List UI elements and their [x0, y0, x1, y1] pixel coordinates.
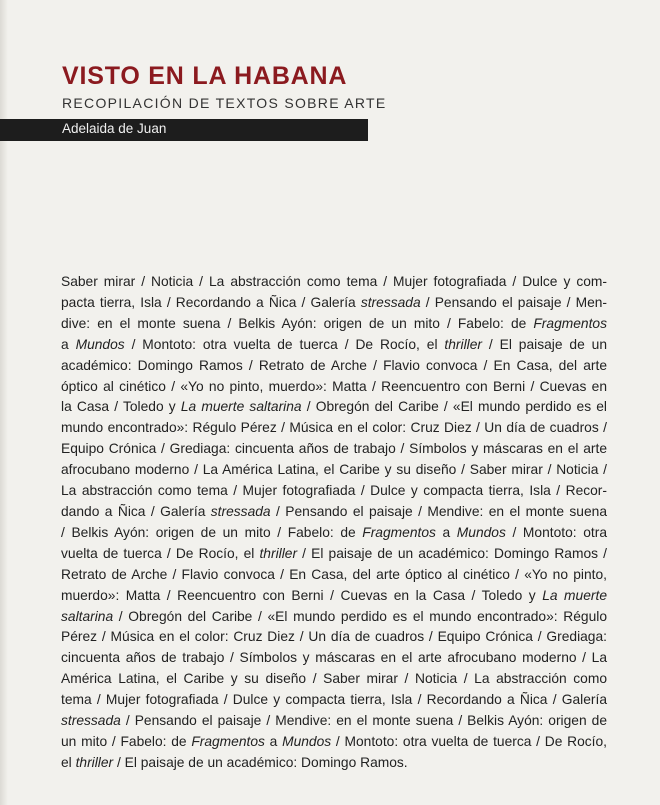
- text-segment: La abstracción como tema / Mujer fotografiada / Dulce y compacta tierra, Isla / Recor-: [61, 483, 607, 499]
- text-line: [61, 627, 607, 648]
- text-segment: vuelta de tuerca / De Rocío, el: [61, 545, 260, 561]
- text-line: [61, 335, 607, 356]
- italic-title-segment: thriller: [444, 336, 482, 352]
- italic-title-segment: stressada: [61, 713, 121, 729]
- text-segment: / Montoto: otra vuelta de tuerca / De Rocío,: [331, 733, 607, 749]
- text-segment: un mito / Fabelo: de: [61, 733, 192, 749]
- text-line: [61, 418, 607, 439]
- text-segment: a: [435, 524, 457, 540]
- italic-title-segment: La muerte saltarina: [180, 399, 302, 415]
- text-segment: Saber mirar / Noticia / La abstracción como tema / Mujer fotografiada / Dulce y com-: [61, 274, 607, 289]
- text-segment: óptico al cinético / «Yo no pinto, muerdo»: Matta / Reencuentro con Berni / Cuevas en: [61, 378, 607, 394]
- contents-text-block: [61, 272, 607, 774]
- text-segment: la Casa / Toledo y: [61, 399, 181, 415]
- text-line: [61, 607, 607, 628]
- text-segment: / Belkis Ayón: origen de un mito / Fabelo: de: [61, 524, 363, 540]
- text-segment: mundo encontrado»: Régulo Pérez / Música en el color: Cruz Diez / Un día de cuadros /: [61, 420, 607, 436]
- italic-title-segment: Fragmentos: [362, 524, 436, 540]
- book-title: VISTO EN LA HABANA: [62, 62, 348, 90]
- author-name: Adelaida de Juan: [62, 121, 167, 136]
- text-segment: académico: Domingo Ramos / Retrato de Arche / Flavio convoca / En Casa, del arte: [61, 357, 607, 373]
- text-line: [61, 460, 607, 481]
- italic-title-segment: Mundos: [456, 524, 506, 540]
- text-segment: / El paisaje de un académico: Domingo Ramos /: [297, 545, 607, 561]
- text-line: [61, 293, 607, 314]
- text-line: [61, 690, 607, 711]
- text-segment: cincuenta años de trabajo / Símbolos y máscaras en el arte afrocubano moderno / La: [61, 650, 607, 666]
- text-segment: / Obregón del Caribe / «El mundo perdido es el: [301, 399, 607, 415]
- italic-title-segment: Fragmentos: [533, 315, 607, 331]
- italic-title-segment: La muerte: [542, 587, 607, 603]
- text-line: [61, 523, 607, 544]
- text-segment: afrocubano moderno / La América Latina, el Caribe y su diseño / Saber mirar / Noticia /: [61, 462, 607, 478]
- text-line: [61, 502, 607, 523]
- text-line: [61, 272, 607, 293]
- text-line: [61, 481, 607, 502]
- italic-title-segment: saltarina: [61, 608, 114, 624]
- text-line: [61, 669, 607, 690]
- text-segment: / Pensando el paisaje / Men-: [420, 294, 608, 310]
- text-segment: / Obregón del Caribe / «El mundo perdido es el mundo encontrado»: Régulo: [113, 608, 607, 624]
- italic-title-segment: Mundos: [75, 336, 125, 352]
- italic-title-segment: thriller: [75, 754, 114, 770]
- italic-title-segment: stressada: [210, 503, 271, 519]
- text-segment: Equipo Crónica / Grediaga: cincuenta años de trabajo / Símbolos y máscaras en el arte: [61, 441, 607, 457]
- italic-title-segment: Fragmentos: [191, 733, 265, 749]
- text-segment: / El paisaje de un académico: Domingo Ramos.: [113, 754, 408, 770]
- text-segment: pacta tierra, Isla / Recordando a Ñica / Galería: [61, 294, 361, 310]
- text-segment: a: [61, 336, 76, 352]
- text-segment: tema / Mujer fotografiada / Dulce y compacta tierra, Isla / Recordando a Ñica / Galería: [61, 692, 607, 708]
- text-line: [61, 753, 607, 774]
- text-line: [61, 314, 607, 335]
- text-segment: / Montoto: otra: [505, 524, 608, 540]
- text-line: [61, 377, 607, 398]
- text-segment: / El paisaje de un: [482, 336, 607, 352]
- text-segment: / Pensando el paisaje / Mendive: en el monte suena: [270, 503, 607, 519]
- text-segment: / Montoto: otra vuelta de tuerca / De Rocío, el: [124, 336, 445, 352]
- author-bar: [0, 119, 368, 141]
- text-line: [61, 648, 607, 669]
- italic-title-segment: Mundos: [282, 733, 332, 749]
- text-line: [61, 397, 607, 418]
- text-segment: / Pensando el paisaje / Mendive: en el monte suena / Belkis Ayón: origen de: [120, 713, 607, 729]
- text-segment: a: [264, 733, 283, 749]
- text-line: [61, 439, 607, 460]
- text-segment: Pérez / Música en el color: Cruz Diez / Un día de cuadros / Equipo Crónica / Grediaga:: [61, 629, 607, 645]
- text-segment: América Latina, el Caribe y su diseño / Saber mirar / Noticia / La abstracción como: [61, 671, 607, 687]
- text-line: [61, 565, 607, 586]
- text-segment: Retrato de Arche / Flavio convoca / En Casa, del arte óptico al cinético / «Yo no pinto,: [61, 566, 607, 582]
- book-subtitle: RECOPILACIÓN DE TEXTOS SOBRE ARTE: [62, 95, 387, 111]
- text-segment: muerdo»: Matta / Reencuentro con Berni / Cuevas en la Casa / Toledo y: [61, 587, 543, 603]
- text-line: [61, 711, 607, 732]
- text-line: [61, 732, 607, 753]
- text-segment: el: [61, 754, 76, 770]
- text-line: [61, 544, 607, 565]
- text-segment: dive: en el monte suena / Belkis Ayón: origen de un mito / Fabelo: de: [61, 315, 534, 331]
- text-segment: dando a Ñica / Galería: [61, 503, 211, 519]
- text-line: [61, 356, 607, 377]
- italic-title-segment: stressada: [360, 294, 421, 310]
- text-line: [61, 586, 607, 607]
- italic-title-segment: thriller: [259, 545, 298, 561]
